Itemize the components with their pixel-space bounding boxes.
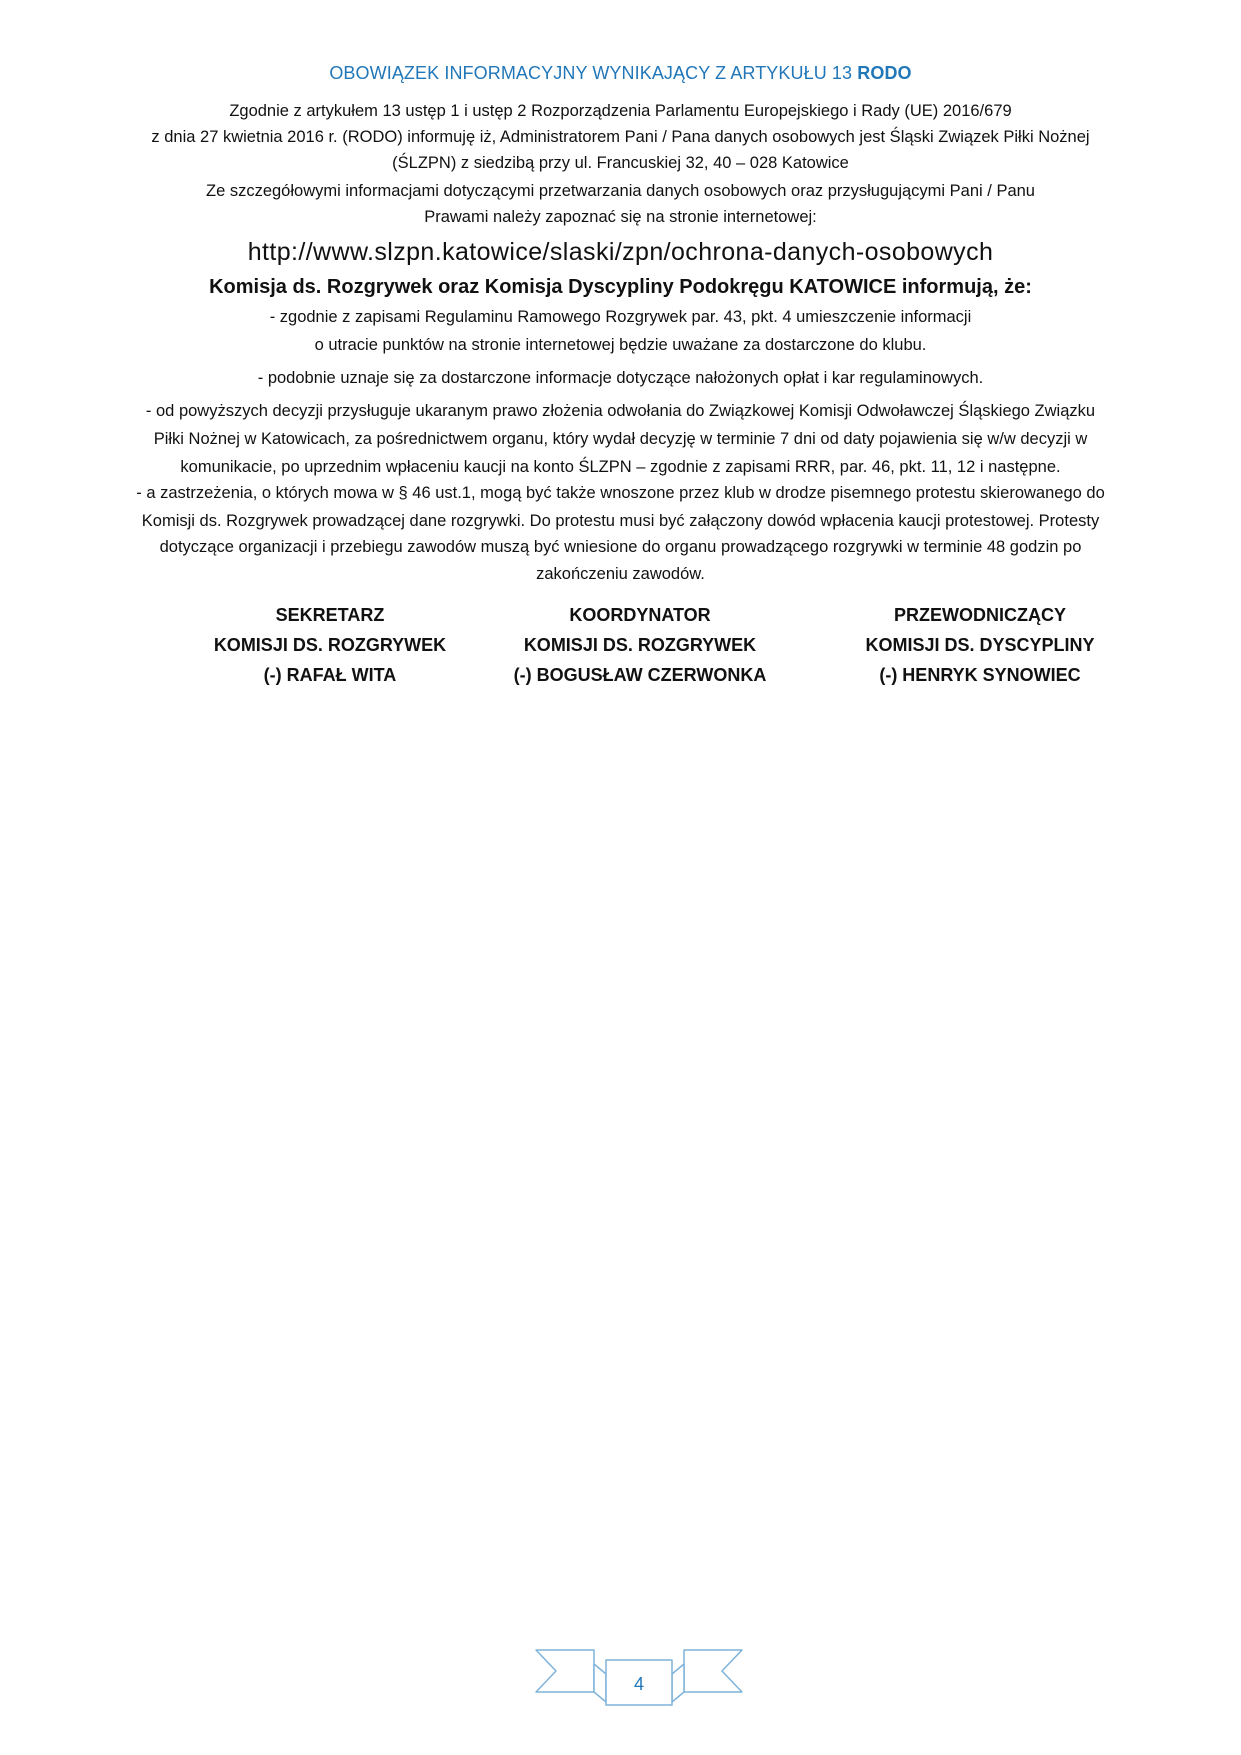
note3-line-7: zakończeniu zawodów.	[536, 565, 705, 583]
note3-line-3: komunikacie, po uprzednim wpłaceniu kaucji na konto ŚLZPN – zgodnie z zapisami RRR, par. 46, pkt. 11, 12 i następne.	[180, 458, 1061, 476]
signature-role: KOORDYNATOR	[569, 605, 711, 625]
signature-role: PRZEWODNICZĄCY	[894, 605, 1066, 625]
rodo-line-2: z dnia 27 kwietnia 2016 r. (RODO) informuję iż, Administratorem Pani / Pana danych osobowych jest Śląski Związek Piłki Nożnej	[151, 128, 1090, 146]
signature-name: (-) HENRYK SYNOWIEC	[879, 665, 1081, 685]
rodo-heading	[60, 63, 1181, 84]
signature-body: KOMISJI DS. ROZGRYWEK	[213, 635, 447, 655]
rodo-line-5: Prawami należy zapoznać się na stronie internetowej:	[424, 208, 817, 226]
note3-line-4: - a zastrzeżenia, o których mowa w § 46 ust.1, mogą być także wnoszone przez klub w drodze pisemnego protestu skierowanego do	[136, 484, 1105, 502]
note3-line-5: Komisji ds. Rozgrywek prowadzącej dane rozgrywki. Do protestu musi być załączony dowód wpłacenia kaucji protestowej. Protesty	[141, 512, 1100, 530]
signature-role: SEKRETARZ	[275, 605, 385, 625]
note2: - podobnie uznaje się za dostarczone informacje dotyczące nałożonych opłat i kar regulaminowych.	[257, 369, 984, 387]
signature-name: (-) RAFAŁ WITA	[263, 665, 397, 685]
note3-line-2: Piłki Nożnej w Katowicach, za pośrednictwem organu, który wydał decyzję w terminie 7 dni od daty pojawienia się w/w decyzji w	[153, 430, 1088, 448]
rodo-line-4: Ze szczegółowymi informacjami dotyczącymi przetwarzania danych osobowych oraz przysługującymi Pani / Panu	[205, 182, 1035, 200]
rodo-heading-text: OBOWIĄZEK INFORMACYJNY WYNIKAJĄCY Z ARTYKUŁU 13	[329, 63, 858, 83]
note1-line-2: o utracie punktów na stronie internetowej będzie uważane za dostarczone do klubu.	[314, 336, 927, 354]
signature-body: KOMISJI DS. DYSCYPLINY	[865, 635, 1095, 655]
signature-chairman	[840, 600, 1120, 690]
note3-line-6: dotyczące organizacji i przebiegu zawodów muszą być wniesione do organu prowadzącego rozgrywki w terminie 48 godzin po	[159, 538, 1082, 556]
note3-line-1: - od powyższych decyzji przysługuje ukaranym prawo złożenia odwołania do Związkowej Komisji Odwoławczej Śląskiego Związku	[145, 402, 1096, 420]
note1-line-1: - zgodnie z zapisami Regulaminu Ramowego Rozgrywek par. 43, pkt. 4 umieszczenie informacji	[269, 308, 972, 326]
signature-body: KOMISJI DS. ROZGRYWEK	[523, 635, 757, 655]
rodo-line-3: (ŚLZPN) z siedzibą przy ul. Francuskiej 32, 40 – 028 Katowice	[392, 154, 849, 172]
privacy-url: http://www.slzpn.katowice/slaski/zpn/ochrona-danych-osobowych	[247, 238, 994, 266]
signature-name: (-) BOGUSŁAW CZERWONKA	[513, 665, 767, 685]
signature-coordinator	[490, 600, 790, 690]
signature-secretary	[190, 600, 470, 690]
commission-title: Komisja ds. Rozgrywek oraz Komisja Dyscypliny Podokręgu KATOWICE informują, że:	[209, 276, 1032, 298]
page-number: 4	[633, 1674, 644, 1694]
rodo-line-1: Zgodnie z artykułem 13 ustęp 1 i ustęp 2 Rozporządzenia Parlamentu Europejskiego i Rady (UE) 2016/679	[229, 102, 1012, 120]
rodo-heading-strong: RODO	[857, 63, 912, 83]
